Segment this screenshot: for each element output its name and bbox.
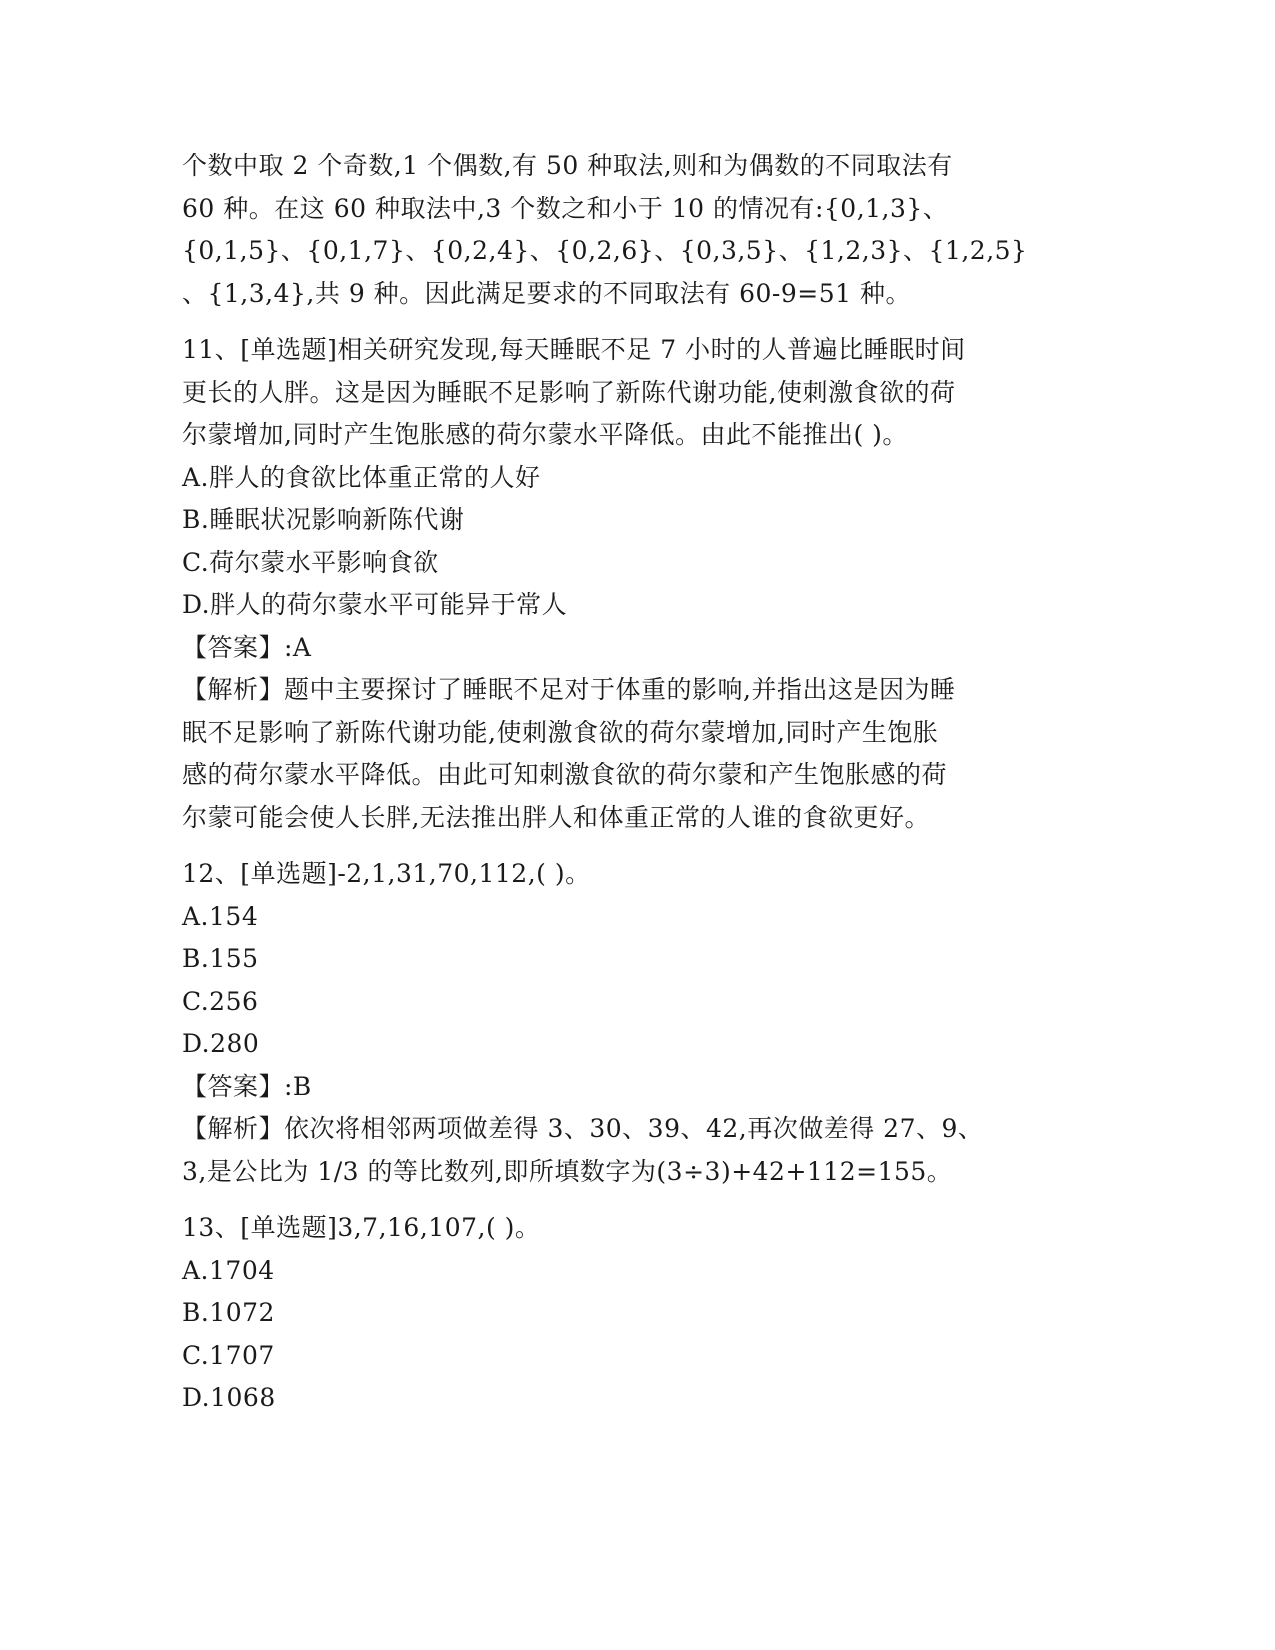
option-b: B.155 [182, 944, 259, 973]
option-a: A.1704 [182, 1255, 275, 1285]
analysis: 眠不足影响了新陈代谢功能,使刺激食欲的荷尔蒙增加,同时产生饱胀 [182, 717, 939, 747]
analysis: 感的荷尔蒙水平降低。由此可知刺激食欲的荷尔蒙和产生饱胀感的荷 [182, 760, 948, 789]
option-b: B.睡眠状况影响新陈代谢 [182, 505, 465, 534]
question-11 [182, 329, 1082, 839]
analysis: 尔蒙可能会使人长胖,无法推出胖人和体重正常的人谁的食欲更好。 [182, 802, 930, 832]
document-page [182, 145, 1082, 1420]
question-12 [182, 853, 1082, 1193]
text-line: {0,1,5}、{0,1,7}、{0,2,4}、{0,2,6}、{0,3,5}、{1,2,3}、{1,2,5} [182, 236, 1028, 265]
analysis: 【解析】题中主要探讨了睡眠不足对于体重的影响,并指出这是因为睡 [182, 675, 956, 704]
question-stem: 更长的人胖。这是因为睡眠不足影响了新陈代谢功能,使刺激食欲的荷 [182, 377, 956, 407]
text-line: 60 种。在这 60 种取法中,3 个数之和小于 10 的情况有:{0,1,3}、 [182, 193, 949, 223]
question-stem: 尔蒙增加,同时产生饱胀感的荷尔蒙水平降低。由此不能推出( )。 [182, 420, 908, 449]
answer: 【答案】:A [182, 632, 312, 662]
question-stem: 11、[单选题]相关研究发现,每天睡眠不足 7 小时的人普遍比睡眠时间 [182, 335, 966, 364]
text-line: 个数中取 2 个奇数,1 个偶数,有 50 种取法,则和为偶数的不同取法有 [182, 151, 953, 180]
answer: 【答案】:B [182, 1071, 312, 1101]
question-stem: 13、[单选题]3,7,16,107,( )。 [182, 1213, 541, 1242]
option-b: B.1072 [182, 1298, 275, 1327]
option-c: C.256 [182, 986, 259, 1016]
option-d: D.胖人的荷尔蒙水平可能异于常人 [182, 590, 568, 619]
question-stem: 12、[单选题]-2,1,31,70,112,( )。 [182, 859, 591, 888]
option-d: D.280 [182, 1029, 260, 1058]
text-line: 、{1,3,4},共 9 种。因此满足要求的不同取法有 60-9=51 种。 [182, 278, 911, 308]
option-d: D.1068 [182, 1383, 276, 1412]
option-c: C.荷尔蒙水平影响食欲 [182, 547, 439, 577]
question-13 [182, 1207, 1082, 1420]
analysis: 3,是公比为 1/3 的等比数列,即所填数字为(3÷3)+42+112=155。 [182, 1156, 953, 1186]
option-a: A.154 [182, 901, 259, 931]
option-a: A.胖人的食欲比体重正常的人好 [182, 462, 541, 492]
option-c: C.1707 [182, 1340, 275, 1370]
analysis: 【解析】依次将相邻两项做差得 3、30、39、42,再次做差得 27、9、 [182, 1114, 984, 1143]
previous-analysis-continuation [182, 145, 1082, 315]
